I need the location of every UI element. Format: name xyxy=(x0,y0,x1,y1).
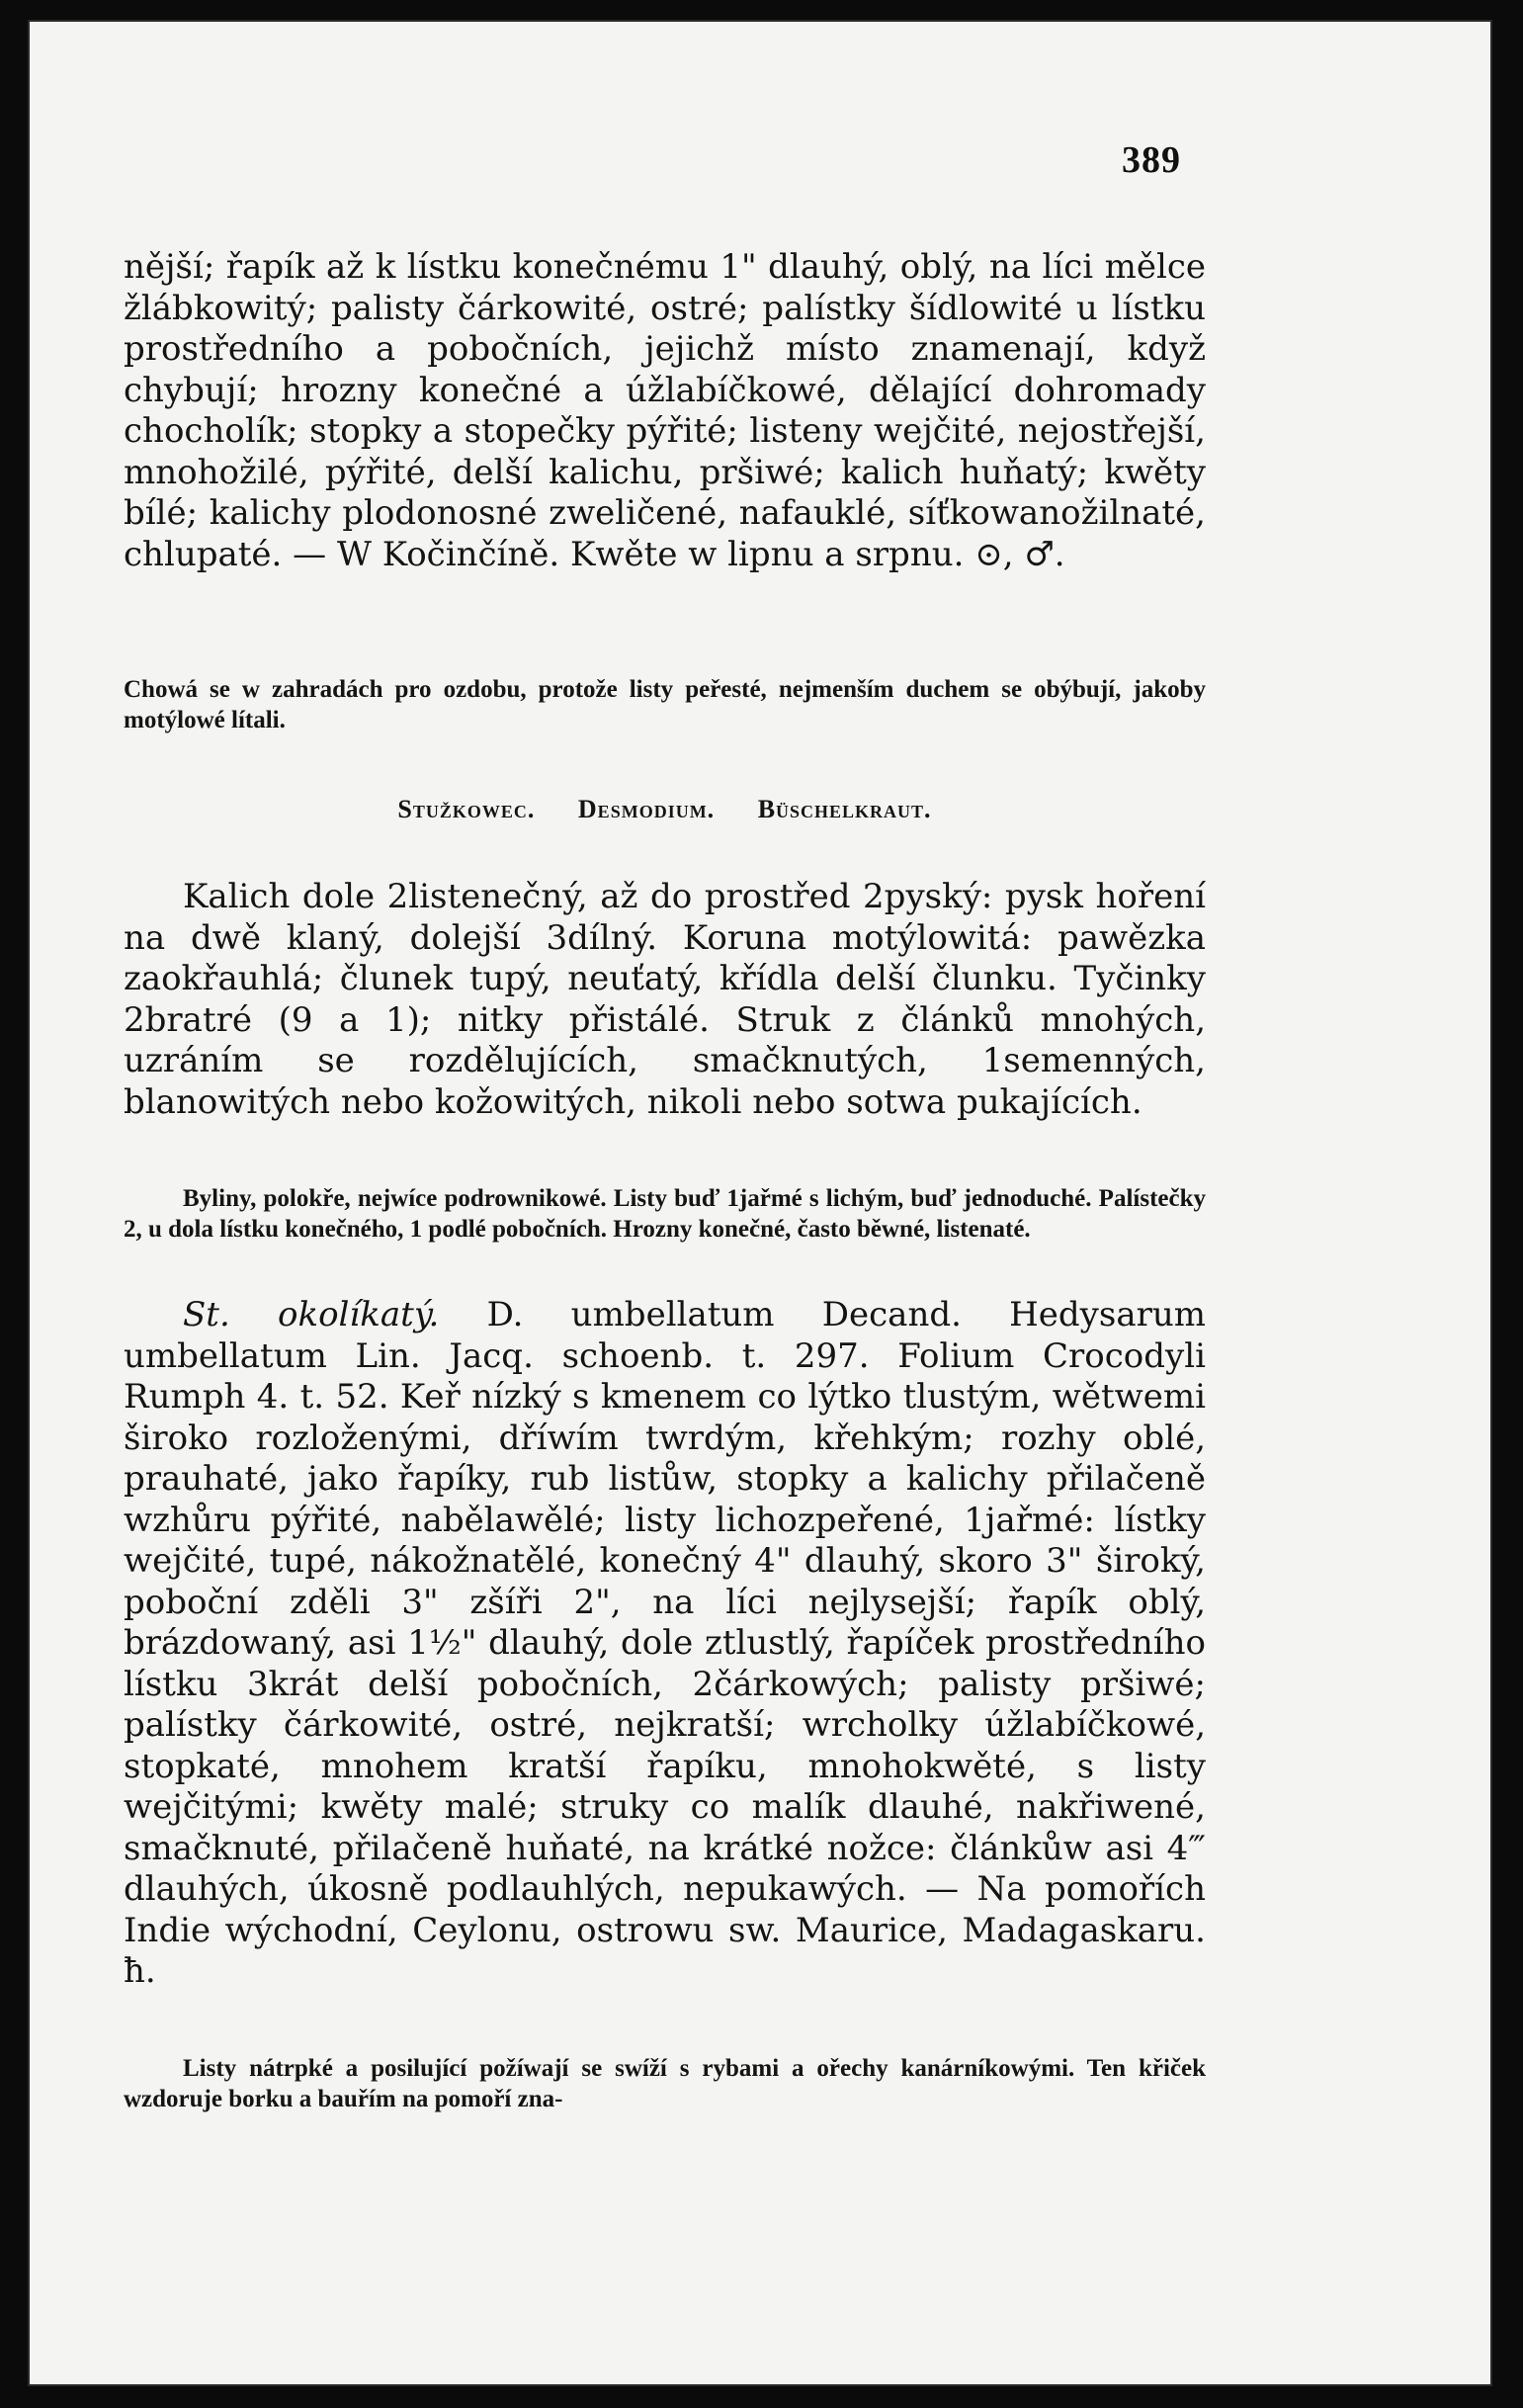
genus-name-latin: Desmodium. xyxy=(577,795,716,823)
paragraph-description-continued: nější; řapík až k lístku konečnému 1" dlauhý, oblý, na líci mělce žlábkowitý; palisty čárkowité, ostré; palístky šídlowité u lístku prostředního a pobočních, jejichž místo znamenají, když chybují; hrozny konečné a úžlabíčkowé, dělající dohromady chocholík; stopky a stopečky pýřité; listeny wejčité, nejostřejší, mnohožilé, pýřité, delší kalichu, pršiwé; kalich huňatý; kwěty bílé; kalichy plodonosné zweličené, nafauklé, síťkowanožilnaté, chlupaté. — W Kočinčíně. Kwěte w lipnu a srpnu. ⊙, ♂. xyxy=(124,247,1206,574)
page-number: 389 xyxy=(1122,139,1181,181)
species-text: D. umbellatum Decand. Hedysarum umbellatum Lin. Jacq. schoenb. t. 297. Folium Crocodyli Rumph 4. t. 52. Keř nízký s kmenem co lýtko tlustým, wětwemi široko rozloženými, dříwím twrdým, křehkým; rozhy oblé, prauhaté, jako řapíky, rub listůw, stopky a kalichy přilačeně wzhůru pýřité, nabělawělé; listy lichozpeřené, 1jařmé: lístky wejčité, tupé, nákožnatělé, konečný 4" dlauhý, skoro 3" široký, poboční zděli 3" zšíři 2", na líci nejlysejší; řapík oblý, brázdowaný, asi 1½" dlauhý, dole ztlustlý, řapíček prostředního lístku 3krát delší pobočních, 2čárkowých; palisty pršiwé; palístky čárkowité, ostré, nejkratší; wrcholky úžlabíčkowé, stopkaté, mnohem kratší řapíku, mnohokwěté, s listy wejčitými; kwěty malé; struky co malík dlauhé, nakřiwené, smačknuté, přilačeně huňaté, na krátké nožce: článkůw asi 4‴ dlauhých, úkosně podlauhlých, nepukawých. — Na pomořích Indie wýchodní, Ceylonu, ostrowu sw. Maurice, Madagaskaru. ħ. xyxy=(124,1295,1207,1991)
genus-name-german: Büschelkraut. xyxy=(757,795,932,823)
paragraph-species-description xyxy=(124,1295,1206,1993)
note-species-use: Listy nátrpké a posilující požíwají se swíží s rybami a ořechy kanárníkowými. Ten křiček wzdoruje borku a bauřím na pomoří zna- xyxy=(124,2055,1206,2112)
genus-name-czech: Stužkowec. xyxy=(397,795,536,823)
species-name: St. okolíkatý. xyxy=(183,1295,440,1334)
paragraph-genus-description: Kalich dole 2listenečný, až do prostřed 2pyský: pysk hoření na dwě klaný, dolejší 3dílný. Koruna motýlowitá: pawězka zaokřauhlá; člunek tupý, neuťatý, křídla delší člunku. Tyčinky 2bratré (9 a 1); nitky přistálé. Struk z článků mnohých, uzráním se rozdělujících, smačknutých, 1semenných, blanowitých nebo kožowitých, nikoli nebo sotwa pukajících. xyxy=(124,877,1206,1122)
book-page xyxy=(30,22,1490,2384)
genus-heading xyxy=(124,795,1206,824)
note-cultivation: Chowá se w zahradách pro ozdobu, protože listy peřesté, nejmenším duchem se obýbují, jakoby motýlowé lítali. xyxy=(124,676,1206,733)
note-genus-habit: Byliny, polokře, nejwíce podrownikowé. Listy buď 1jařmé s lichým, buď jednoduché. Palístečky 2, u dola lístku konečného, 1 podlé pobočních. Hrozny konečné, často běwné, listenaté. xyxy=(124,1185,1206,1243)
